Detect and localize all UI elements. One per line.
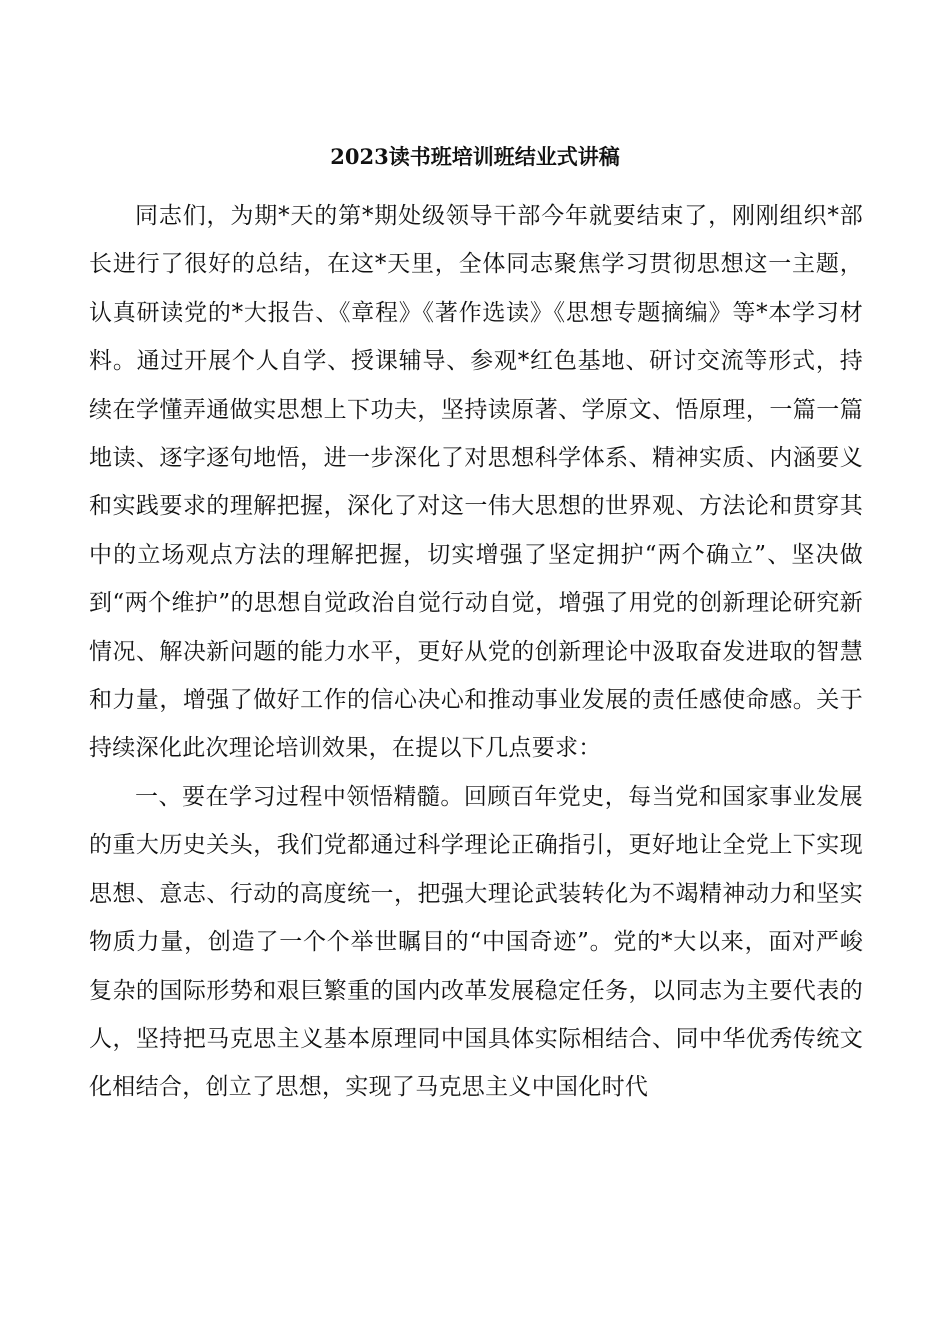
paragraph-intro: 同志们，为期*天的第*期处级领导干部今年就要结束了，刚刚组织*部长进行了很好的总结，在这*天里，全体同志聚焦学习贯彻思想这一主题，认真研读党的*大报告、《章程》《著作选读》《思想专题摘编》等*本学习材料。通过开展个人自学、授课辅导、参观*红色基地、研讨交流等形式，持续在学懂弄通做实思想上下功夫，坚持读原著、学原文、悟原理，一篇一篇地读、逐字逐句地悟，进一步深化了对思想科学体系、精神实质、内涵要义和实践要求的理解把握，深化了对这一伟大思想的世界观、方法论和贯穿其中的立场观点方法的理解把握，切实增强了坚定拥护“两个确立”、坚决做到“两个维护”的思想自觉政治自觉行动自觉，增强了用党的创新理论研究新情况、解决新问题的能力水平，更好从党的创新理论中汲取奋发进取的智慧和力量，增强了做好工作的信心决心和推动事业发展的责任感使命感。关于持续深化此次理论培训效果，在提以下几点要求： xyxy=(89,203,863,762)
document-body xyxy=(89,192,863,1112)
document-title: 2023读书班培训班结业式讲稿 xyxy=(330,144,620,169)
paragraph-point-one: 一、要在学习过程中领悟精髓。回顾百年党史，每当党和国家事业发展的重大历史关头，我们党都通过科学理论正确指引，更好地让全党上下实现思想、意志、行动的高度统一，把强大理论武装转化为不竭精神动力和坚实物质力量，创造了一个个举世瞩目的“中国奇迹”。党的*大以来，面对严峻复杂的国际形势和艰巨繁重的国内改革发展稳定任务，以同志为主要代表的人，坚持把马克思主义基本原理同中国具体实际相结合、同中华优秀传统文化相结合，创立了思想，实现了马克思主义中国化时代 xyxy=(89,783,863,1101)
